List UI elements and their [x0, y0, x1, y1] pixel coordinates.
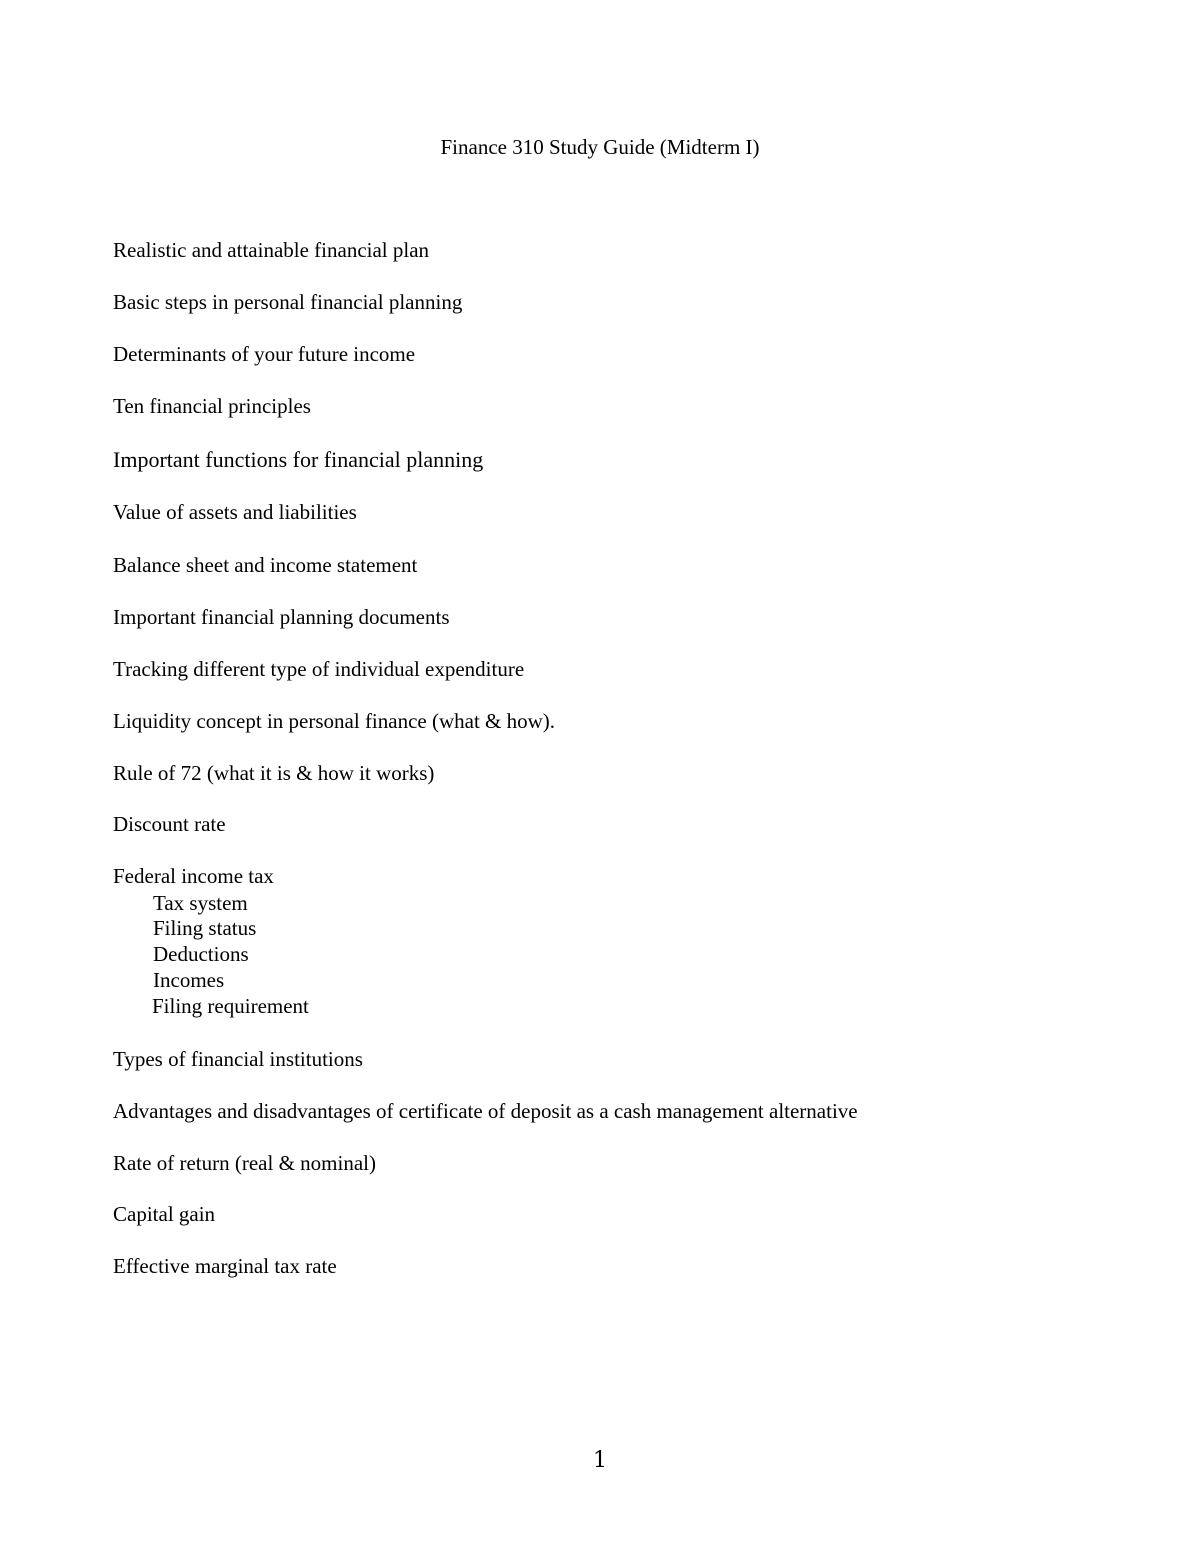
topic-item: Ten financial principles [113, 394, 311, 418]
topic-item: Liquidity concept in personal finance (what & how). [113, 709, 556, 733]
subtopic-item: Filing status [153, 916, 257, 940]
topic-item: Capital gain [113, 1202, 216, 1226]
page-number: 1 [593, 1448, 607, 1473]
topic-item-federal-income-tax: Federal income tax [113, 864, 274, 888]
subtopic-item: Deductions [153, 942, 249, 966]
page-title: Finance 310 Study Guide (Midterm I) [440, 135, 760, 159]
topic-item: Tracking different type of individual expenditure [113, 657, 525, 681]
topic-item: Determinants of your future income [113, 342, 416, 366]
topic-item: Effective marginal tax rate [113, 1254, 337, 1278]
topic-item: Discount rate [113, 812, 226, 836]
topic-item: Advantages and disadvantages of certificate of deposit as a cash management alternative [113, 1099, 858, 1123]
subtopic-item: Tax system [153, 891, 248, 915]
topic-item: Types of financial institutions [113, 1047, 363, 1071]
topic-item: Rule of 72 (what it is & how it works) [113, 761, 435, 785]
topic-item: Important financial planning documents [113, 605, 450, 629]
topic-item: Rate of return (real & nominal) [113, 1151, 376, 1175]
topic-item: Realistic and attainable financial plan [113, 238, 430, 262]
topic-item: Important functions for financial planning [113, 447, 484, 472]
topic-item: Balance sheet and income statement [113, 553, 418, 577]
subtopic-item: Filing requirement [152, 994, 309, 1018]
subtopic-item: Incomes [153, 968, 225, 992]
topic-item: Basic steps in personal financial planning [113, 290, 463, 314]
topic-item: Value of assets and liabilities [113, 500, 357, 524]
